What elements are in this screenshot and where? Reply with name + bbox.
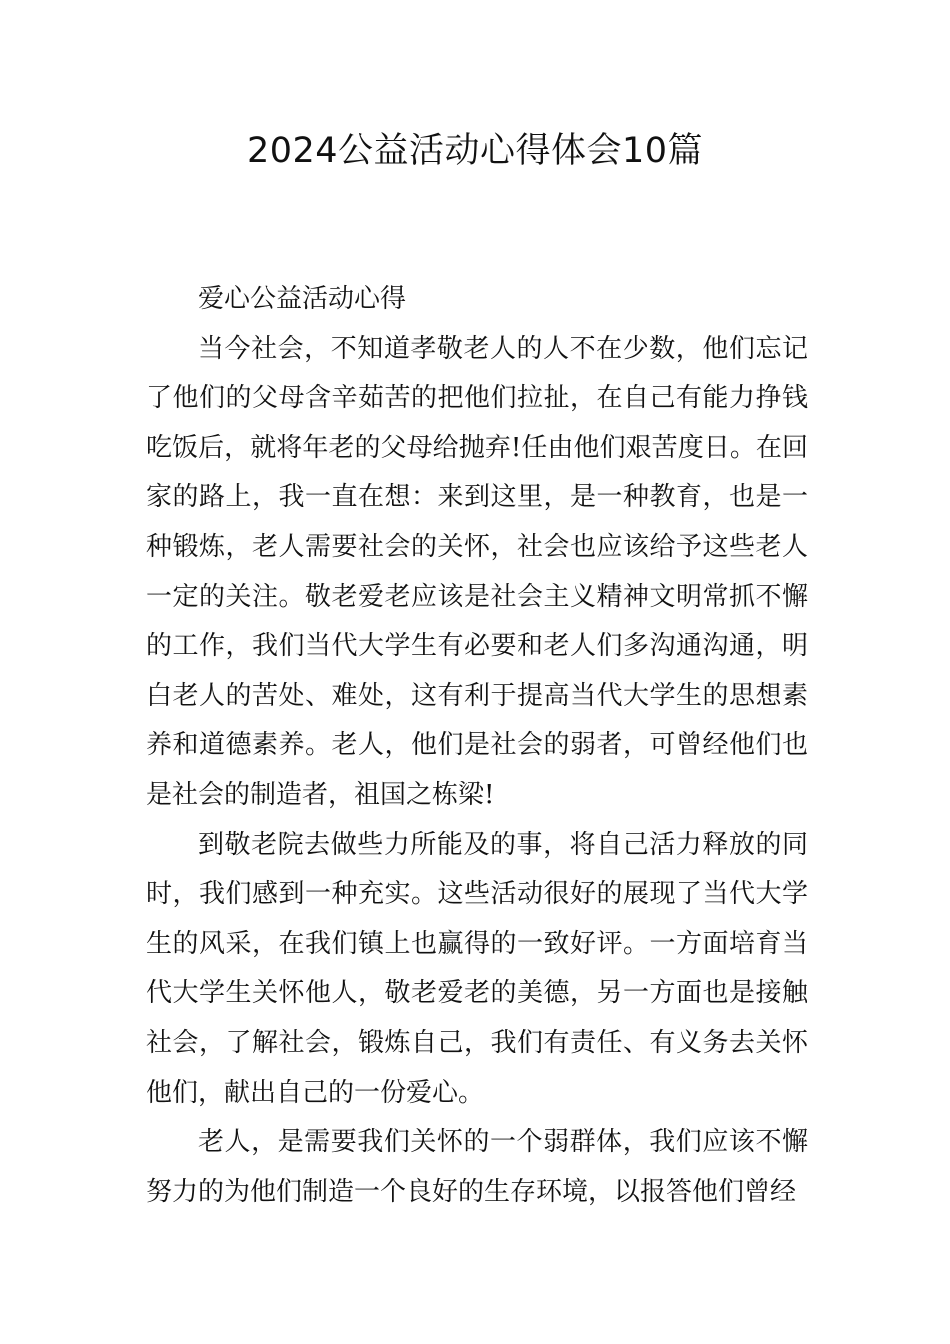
document-body — [146, 275, 808, 1217]
document-title: 2024公益活动心得体会10篇 — [246, 131, 704, 171]
section-heading: 爱心公益活动心得 — [198, 284, 407, 314]
body-paragraph-3: 老人，是需要我们关怀的一个弱群体，我们应该不懈努力的为他们制造一个良好的生存环境，以报答他们曾经 — [146, 1127, 808, 1207]
body-paragraph-2: 到敬老院去做些力所能及的事，将自己活力释放的同时，我们感到一种充实。这些活动很好的展现了当代大学生的风采，在我们镇上也赢得的一致好评。一方面培育当代大学生关怀他人，敬老爱老的美德，另一方面也是接触社会，了解社会，锻炼自己，我们有责任、有义务去关怀他们，献出自己的一份爱心。 — [146, 829, 808, 1108]
body-paragraph-1: 当今社会，不知道孝敬老人的人不在少数，他们忘记了他们的父母含辛茹苦的把他们拉扯，在自己有能力挣钱吃饭后，就将年老的父母给抛弃!任由他们艰苦度日。在回家的路上，我一直在想：来到这里，是一种教育，也是一种锻炼，老人需要社会的关怀，社会也应该给予这些老人一定的关注。敬老爱老应该是社会主义精神文明常抓不懈的工作，我们当代大学生有必要和老人们多沟通沟通，明白老人的苦处、难处，这有利于提高当代大学生的思想素养和道德素养。老人，他们是社会的弱者，可曾经他们也是社会的制造者，祖国之栋梁! — [146, 333, 808, 810]
